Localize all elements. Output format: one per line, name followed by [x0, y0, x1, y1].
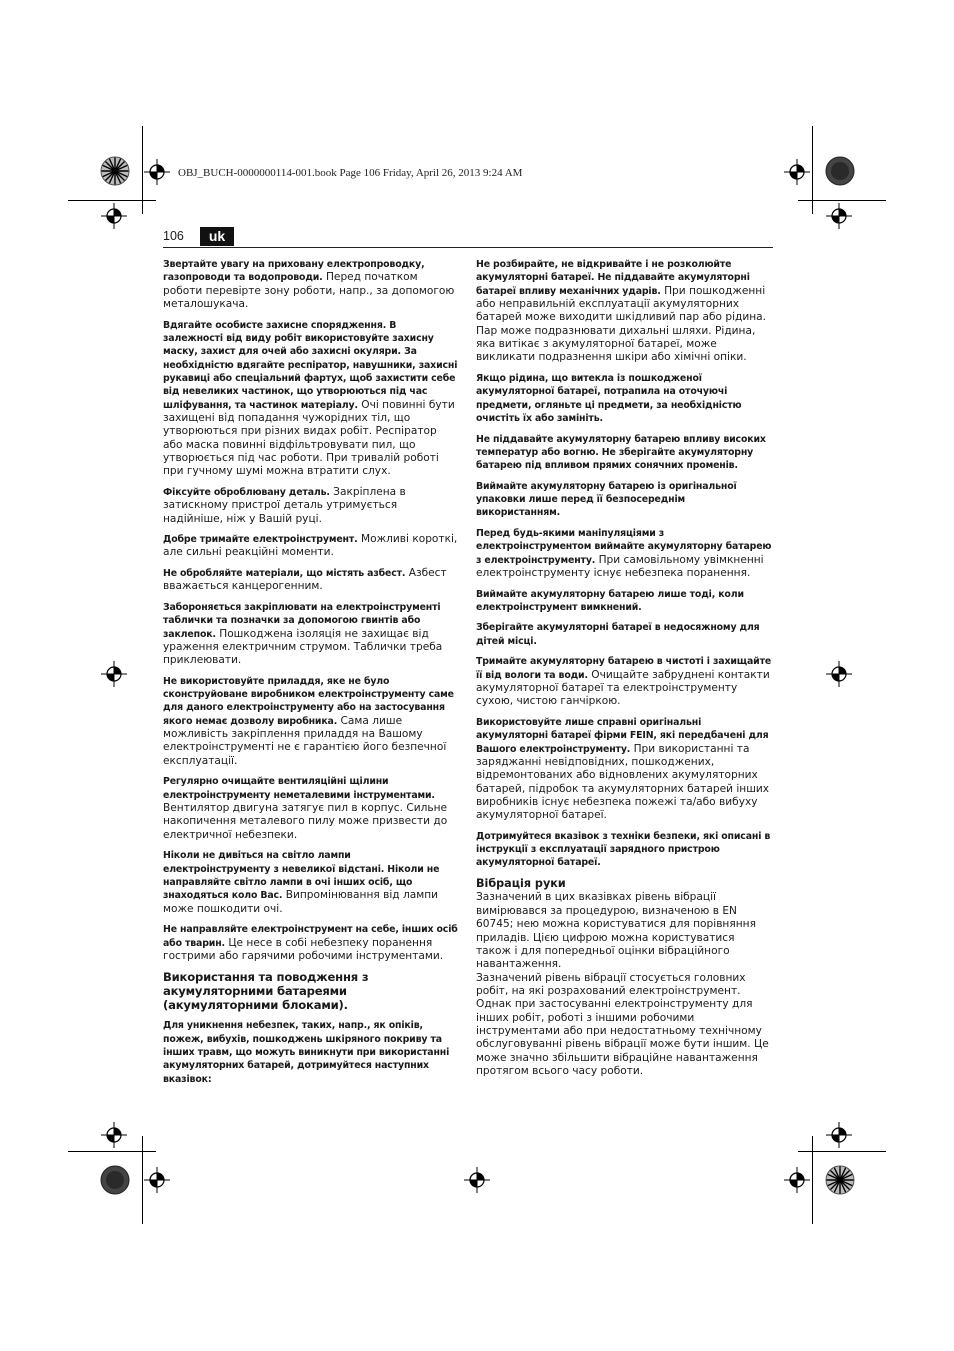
color-calibration-wheel-icon: [100, 156, 130, 186]
paragraph-body: Очищайте забруднені контакти акумуляторної батареї та електроінструменту сухою, чистою ганчіркою.: [476, 668, 770, 708]
paragraph-body: Вентилятор двигуна затягує пил в корпус. Сильне накопичення металевого пилу може призвести до електричної небезпеки.: [163, 802, 448, 841]
paragraph-lead: Вдягайте особисте захисне спорядження. В залежності від виду робіт використовуйте захисну маску, захист для очей або захисні окуляри. За необхідністю вдягайте респіратор, навушники, захисні рукавиці або спеціальний фартух, щоб захистити себе від невеликих частинок, що утворюються під час шліфування, та частинок матеріалу.: [163, 319, 458, 411]
paragraph-lead: Регулярно очищайте вентиляційні щілини електроінструменту неметалевими інструментами.: [163, 776, 435, 801]
paragraph-body: Сама лише можливість закріплення приладдя на Вашому електроінструменті не є гарантією його безпечної експлуатації.: [163, 714, 447, 767]
paragraph-body: Азбест вважається канцерогенним.: [163, 566, 447, 593]
paragraph: [476, 258, 772, 365]
registration-mark-icon: [463, 1166, 491, 1194]
paragraph-body: При використанні та заряджанні невідповідних, пошкоджених, відремонтованих або відновлених акумуляторних батарей, підробок та акумуляторних батарей інших виробників існує небезпека пожежі та/або вибуху акумуляторної батареї.: [476, 742, 770, 822]
registration-mark-icon: [825, 660, 853, 688]
paragraph: [476, 527, 772, 580]
paragraph: [163, 923, 459, 963]
paragraph-lead: Використовуйте лише справні оригінальні акумуляторні батареї фірми FEIN, які передбачені для Вашого електроінструменту.: [476, 716, 769, 755]
paragraph: [163, 258, 459, 311]
paragraph: [476, 480, 772, 520]
paragraph-body: При самовільному увімкненні електроінструменту існує небезпека поранення.: [476, 553, 764, 579]
registration-mark-icon: [143, 158, 171, 186]
file-slug: OBJ_BUCH-0000000114-001.book Page 106 Friday, April 26, 2013 9:24 AM: [178, 167, 523, 179]
paragraph-lead: Дотримуйтеся вказівок з техніки безпеки, які описані в інструкції з експлуатації зарядного пристрою акумуляторної батареї.: [476, 830, 771, 869]
paragraph: [476, 372, 772, 425]
paragraph-lead: Ніколи не дивіться на світло лампи електроінструменту з невеликої відстані. Ніколи не направляйте світло лампи в очі інших осіб, що знаходяться коло Вас.: [163, 850, 440, 902]
paragraph-lead: Не направляйте електроінструмент на себе, інших осіб або тварин.: [163, 924, 458, 949]
paragraph-lead: Звертайте увагу на приховану електропроводку, газопроводи та водопроводи.: [163, 259, 425, 284]
section-intro-text: Для уникнення небезпек, таких, напр., як опіків, пожеж, вибухів, пошкоджень шкіряного покриву та інших травм, що можуть виникнути при використанні акумуляторних батарей, дотримуйтеся наступних вказівок:: [163, 1020, 450, 1085]
registration-mark-icon: [143, 1166, 171, 1194]
paragraph-body: Очі повинні бути захищені від попадання чужорідних тіл, що утворюються при різних видах робіт. Респіратор або маска повинні відфільтровувати пил, що утворюється під час роботи. При тривалій роботі при гучному шумі можна втратити слух.: [163, 398, 455, 478]
color-calibration-wheel-icon: [100, 1165, 130, 1195]
color-calibration-wheel-icon: [825, 1165, 855, 1195]
paragraph-lead: Не розбирайте, не відкривайте і не розколюйте акумуляторні батареї. Не піддавайте акумуляторні батареї впливу механічних ударів.: [476, 259, 750, 297]
paragraph: [163, 601, 459, 668]
paragraph-lead: Перед будь-якими маніпуляціями з електроінструментом виймайте акумуляторну батарею з електроінструменту.: [476, 527, 772, 566]
paragraph-body: При пошкодженні або неправильній експлуатації акумуляторних батарей може виходити шкідливий пар або рідина. Пар може подразнювати дихальні шляхи. Рідина, яка витікає з акумуляторної батареї, може викликати подразнення шкіри або хімічні опіки.: [476, 284, 767, 364]
registration-mark-icon: [100, 202, 128, 230]
paragraph: [163, 486, 459, 526]
paragraph-body: Це несе в собі небезпеку поранення гострими або гарячими робочими інструментами.: [163, 936, 444, 962]
paragraph-lead: Фіксуйте оброблювану деталь.: [163, 486, 330, 498]
registration-mark-icon: [825, 1121, 853, 1149]
color-calibration-wheel-icon: [825, 156, 855, 186]
paragraph-lead: Не використовуйте приладдя, яке не було сконструйоване виробником електроінструменту саме для даного електроінструменту або на застосування якого немає дозволу виробника.: [163, 675, 454, 727]
header-rule: [163, 247, 773, 248]
paragraph-lead: Виймайте акумуляторну батарею із оригінальної упаковки лише перед її безпосереднім використанням.: [476, 480, 737, 519]
paragraph: [476, 716, 772, 823]
vibration-paragraph: Зазначений рівень вібрації стосується головних робіт, на які розрахований електроінструмент. Однак при застосуванні електроінструменту для інших робіт, роботі з іншими робочими інструментами або при недостатньому технічному обслуговуванні рівень вібрації може бути іншим. Це може значно збільшити вібраційне навантаження протягом всього часу роботи.: [476, 971, 769, 1077]
right-column: [476, 258, 772, 1078]
paragraph: [163, 775, 459, 842]
paragraph-lead: Зберігайте акумуляторні батареї в недосяжному для дітей місці.: [476, 622, 760, 647]
paragraph-lead: Виймайте акумуляторну батарею лише тоді, коли електроінструмент вимкнений.: [476, 588, 744, 613]
registration-mark-icon: [783, 158, 811, 186]
section-intro: [163, 1019, 459, 1086]
vibration-paragraph: Зазначений в цих вказівках рівень вібрації вимірювався за процедурою, визначеною в EN 60745; нею можна користуватися для порівняння приладів. Цією цифрою можна користуватися також і для попередньої оцінки вібраційного навантаження.: [476, 891, 756, 971]
crop-line: [812, 1136, 813, 1224]
paragraph: [163, 567, 459, 594]
page-number: 106: [163, 229, 184, 243]
registration-mark-icon: [783, 1166, 811, 1194]
paragraph-body: Випромінювання від лампи може пошкодити очі.: [163, 889, 439, 915]
paragraph-lead: Забороняється закріплювати на електроінструменті таблички та позначки за допомогою гвинтів або заклепок.: [163, 601, 441, 640]
paragraph: [476, 655, 772, 708]
paragraph: [163, 533, 459, 560]
paragraph-lead: Не піддавайте акумуляторну батарею впливу високих температур або вогню. Не зберігайте акумуляторну батарею під впливом прямих сонячних променів.: [476, 433, 766, 472]
paragraph: [476, 588, 772, 615]
registration-mark-icon: [100, 660, 128, 688]
paragraph-body: Перед початком роботи перевірте зону роботи, напр., за допомогою металошукача.: [163, 271, 455, 311]
paragraph: [476, 433, 772, 473]
registration-mark-icon: [100, 1121, 128, 1149]
paragraph: [163, 319, 459, 479]
paragraph: [476, 830, 772, 870]
section-heading: Використання та поводження з акумуляторними батареями (акумуляторними блоками).: [163, 970, 369, 1013]
crop-line: [798, 200, 886, 201]
paragraph: [476, 621, 772, 648]
paragraph-body: Закріплена в затискному пристрої деталь утримується надійніше, ніж у Вашій руці.: [163, 485, 406, 525]
paragraph-lead: Добре тримайте електроінструмент.: [163, 534, 358, 546]
paragraph: [163, 849, 459, 916]
registration-mark-icon: [825, 202, 853, 230]
crop-line: [68, 200, 156, 201]
left-column: [163, 258, 459, 1093]
paragraph-body: Можливі короткі, але сильні реакційні моменти.: [163, 533, 458, 559]
paragraph: [163, 675, 459, 768]
paragraph-lead: Якщо рідина, що витекла із пошкодженої акумуляторної батареї, потрапила на оточуючі предмети, огляньте ці предмети, за необхідністю очистіть їх або замініть.: [476, 372, 742, 424]
language-badge: uk: [200, 227, 234, 246]
paragraph-body: Пошкоджена ізоляція не захищає від ураження електричним струмом. Таблички треба приклеювати.: [163, 627, 443, 667]
vibration-heading: Вібрація руки: [476, 876, 566, 890]
paragraph-lead: Тримайте акумуляторну батарею в чистоті і захищайте її від вологи та води.: [476, 656, 772, 681]
paragraph-lead: Не обробляйте матеріали, що містять азбест.: [163, 567, 406, 579]
